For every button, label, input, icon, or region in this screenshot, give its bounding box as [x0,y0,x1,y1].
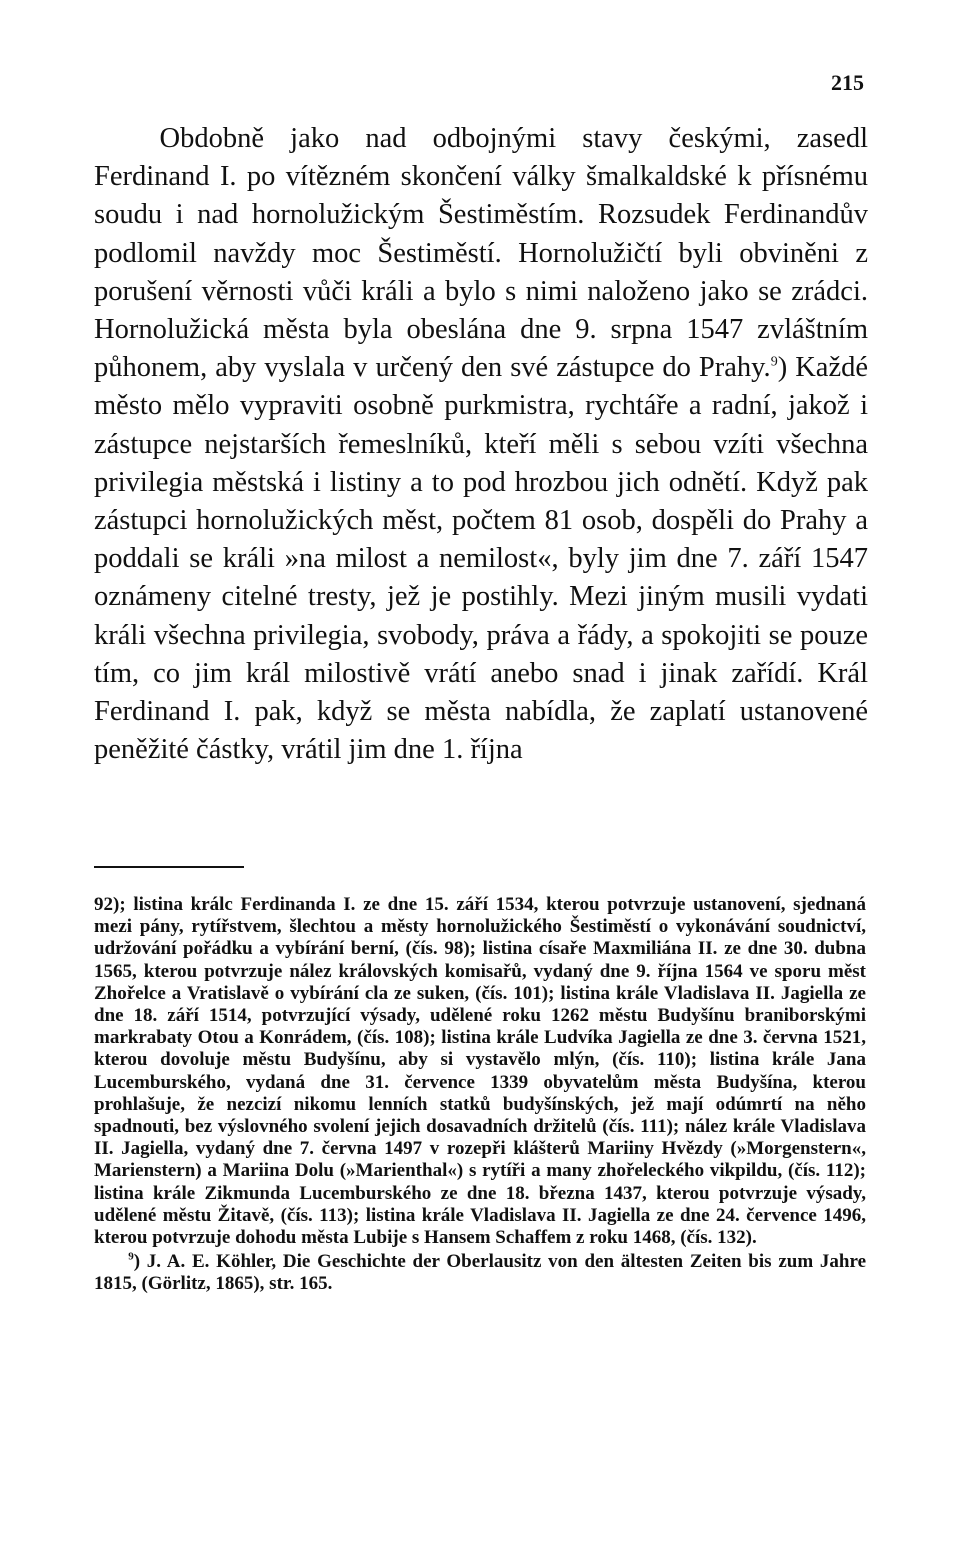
main-text [94,120,868,769]
footnote-continued: 92); listina králc Ferdinanda I. ze dne 15. září 1534, kterou potvrzuje ustanovení, sjednaná mezi pány, rytířstvem, šlechtou a městy hornolužického Šestiměstí o vykonávání soudnictví, udržování pořádku a vybírání berní, (čís. 98); listina císaře Maxmiliána II. ze dne 30. dubna 1565, kterou potvrzuje nález královských komisařů, vydaný dne 9. října 1564 ve sporu měst Zhořelce a Vratislavě o vybírání cla ze suken, (čís. 101); listina krále Vladislava II. Jagiella ze dne 18. září 1514, potvrzující výsady, udělené roku 1262 městu Budyšínu braniborskými markrabaty Otou a Konrádem, (čís. 108); listina krále Ludvíka Jagiella ze dne 3. června 1521, kterou dovoluje městu Budyšínu, aby si vystavělo mlýn, (čís. 110); listina krále Jana Lucemburského, vydaná dne 31. července 1339 obyvatelům města Budyšína, kterou prohlašuje, že nezcizí nikomu lenních statků budyšínských, jež mají odúmrtí na něho spadnouti, bez výslovného svolení jejich dosavadních držitelů (čís. 111); nález krále Vladislava II. Jagiella, vydaný dne 7. června 1497 v rozepři klášterů Mariiny Hvězdy (»Morgenstern«, Marienstern) a Mariina Dolu (»Marienthal«) s rytíři a many zhořeleckého vikpildu, (čís. 112); listina krále Zikmunda Lucemburského ze dne 18. března 1437, kterou potvrzuje výsady, udělené městu Žitavě, (čís. 113); listina krále Vladislava II. Jagiella ze dne 24. července 1496, kterou potvrzuje dohodu města Lubije s Hansem Schaffem z roku 1468, (čís. 132). [94,894,866,1249]
footnote-9-mark: 9 [128,1250,134,1263]
main-text-part-1: Obdobně jako nad odbojnými stavy českými, zasedl Ferdinand I. po vítězném skončení války šmalkaldské k přísnému soudu i nad hornolužickým Šestiměstím. Rozsudek Ferdinandův podlomil navždy moc Šestiměstí. Hornolužičtí byli obviněni z porušení věrnosti vůči králi a bylo s nimi naloženo jako se zrádci. Hornolužická města byla obeslána dne 9. srpna 1547 zvláštním půhonem, aby vyslala v určený den své zástupce do Prahy. [94,123,868,384]
footnote-9 [94,1251,866,1295]
page-number: 215 [831,70,864,95]
footnote-reference: 9 [770,354,778,370]
main-text-part-2: ) Každé město mělo vypraviti osobně purkmistra, rychtáře a radní, jakož i zástupce nejstarších řemeslníků, kteří měli s sebou vzíti všechna privilegia městská i listiny a to pod hrozbou jich odnětí. Když pak zástupci hornolužických měst, počtem 81 osob, dospěli do Prahy a poddali se králi »na milost a nemilost«, byly jim dne 7. září 1547 oznámeny citelné tresty, jež je postihly. Mezi jiným musili vydati králi všechna privilegia, svobody, práva a řády, a spokojiti se pouze tím, co jim král milostivě vrátí anebo snad i jinak zařídí. Král Ferdinand I. pak, když se města nabídla, že zaplatí ustanovené peněžité částky, vrátil jim dne 1. října [94,352,868,766]
footnote-separator [94,866,244,868]
footnote-9-text: ) J. A. E. Köhler, Die Geschichte der Oberlausitz von den ältesten Zeiten bis zum Jahre 1815, (Görlitz, 1865), str. 165. [94,1251,866,1295]
footnotes [94,894,866,1296]
main-paragraph [94,120,868,769]
